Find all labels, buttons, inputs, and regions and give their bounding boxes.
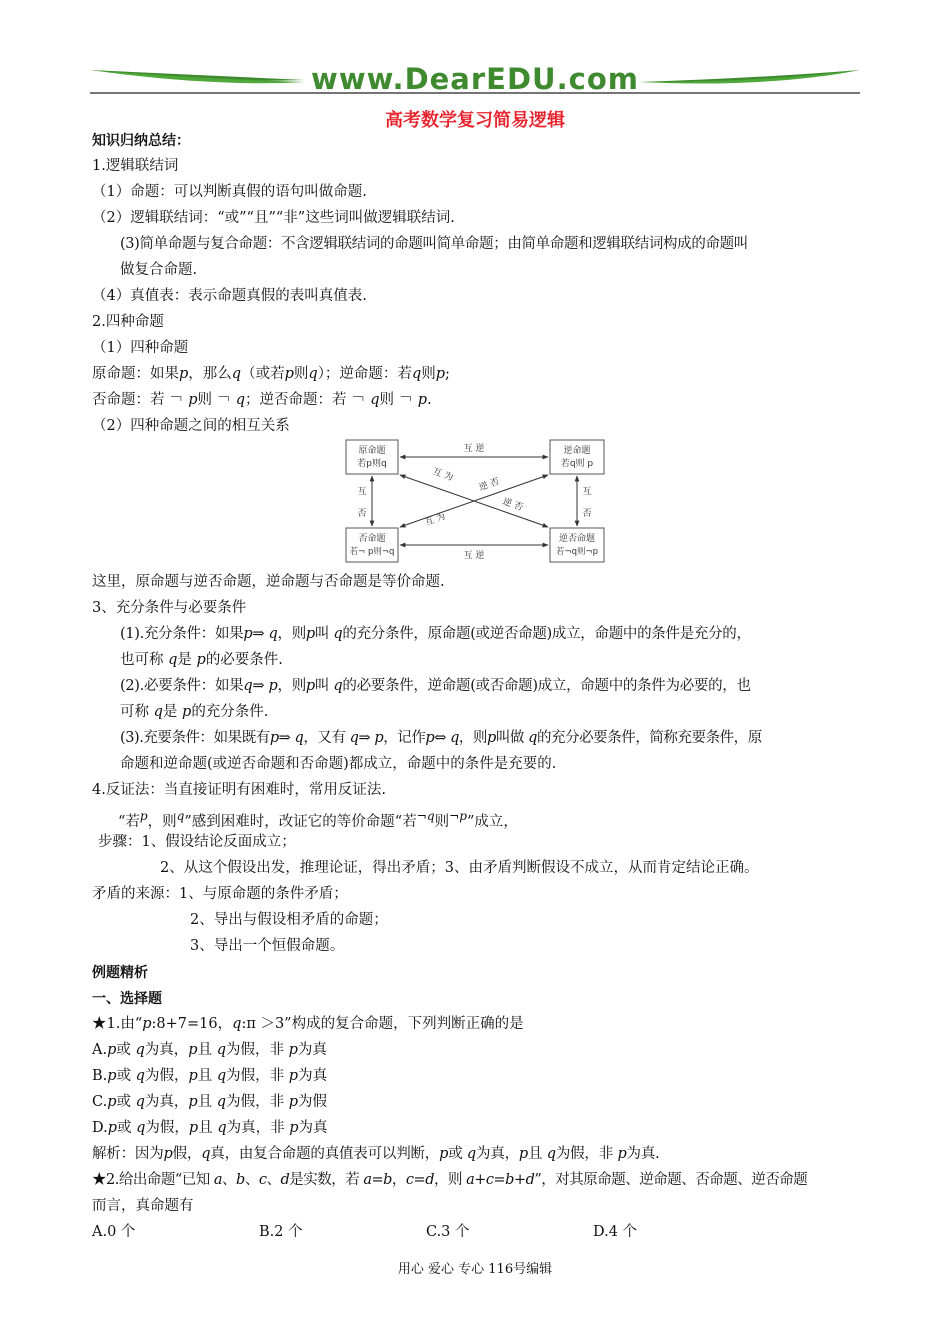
box-converse-l2: 若q则 p [560, 459, 594, 469]
s4-step1: 步骤：1、假设结论反面成立； [98, 834, 296, 850]
s2-item-b: （2）四种命题之间的相互关系 [92, 418, 290, 434]
q2-option-d: D.4 个 [593, 1224, 638, 1240]
question-2: ★2.给出命题“已知 a、b、c、d是实数，若 a=b，c=d，则 a+c=b+d”，对其原命题、逆命题、否命题、逆否命题 [92, 1172, 808, 1188]
examples-heading: 例题精析 [92, 965, 148, 981]
s4-source3: 3、导出一个恒假命题。 [190, 938, 345, 954]
label-left-hu: 互 [357, 487, 367, 497]
question-2-line2: 而言，真命题有 [92, 1198, 194, 1214]
box-contrapositive-l2: 若¬q则¬p [555, 547, 599, 557]
s2-line2: 否命题：若 ￢ p则 ￢ q；逆否命题：若 ￢ q则 ￢ p. [92, 392, 432, 408]
s3-a-line2: 也可称 q是 p的必要条件. [120, 652, 283, 668]
s1-item-c-line2: 做复合命题. [120, 262, 198, 278]
label-diag2-b: 互 为 [423, 511, 447, 529]
summary-heading: 知识归纳总结： [92, 133, 190, 149]
label-right-hu: 互 [582, 487, 592, 497]
label-left-fou: 否 [357, 509, 367, 519]
s2-item-a: （1）四种命题 [92, 340, 189, 356]
s2-line1: 原命题：如果p，那么q（或若p则q）；逆命题：若q则p; [92, 366, 450, 382]
label-diag1-b: 逆 否 [501, 496, 525, 514]
box-converse-l1: 逆命题 [563, 446, 591, 456]
page-footer: 用心 爱心 专心 116号编辑 [397, 1262, 553, 1277]
choice-heading: 一、选择题 [92, 991, 162, 1007]
s4-source2: 2、导出与假设相矛盾的命题； [190, 912, 388, 928]
q1-option-a: A.p或 q为真，p且 q为假，非 p为真 [92, 1042, 327, 1058]
q1-analysis: 解析：因为p假，q真，由复合命题的真值表可以判断，p或 q为真，p且 q为假，非 p为真. [92, 1146, 660, 1162]
label-diag2-a: 逆 否 [477, 476, 501, 494]
s4-line1: “若$^p$，则$^q$”感到困难时，改证它的等价命题“若$^{\neg q}$则$^{\neg p}$”成立， [118, 809, 518, 830]
question-1: ★1.由“p:8+7=16，q:π ＞3”构成的复合命题，下列判断正确的是 [92, 1016, 524, 1032]
s3-b-line2: 可称 q是 p的充分条件. [120, 704, 269, 720]
s1-heading: 1.逻辑联结词 [92, 158, 179, 174]
box-original-l1: 原命题 [358, 446, 386, 456]
s3-c-line1: (3).充要条件：如果既有p⇒ q，又有 q⇒ p，记作p⇔ q，则p叫做 q的充分必要条件，简称充要条件，原 [120, 730, 762, 746]
label-right-fou: 否 [582, 509, 592, 519]
site-logo-text: www.DearEDU.com [311, 62, 639, 96]
s4-step2: 2、从这个假设出发，推理论证，得出矛盾；3、由矛盾判断假设不成立，从而肯定结论正确。 [160, 860, 759, 876]
q1-option-d: D.p或 q为假，p且 q为真，非 p为真 [92, 1120, 328, 1136]
s3-c-line2: 命题和逆命题(或逆否命题和否命题)都成立，命题中的条件是充要的. [120, 756, 557, 772]
s3-b-line1: (2).必要条件：如果q⇒ p，则p叫 q的必要条件，逆命题(或否命题)成立，命题中的条件为必要的，也 [120, 678, 751, 694]
box-inverse-l2: 若¬ p则¬q [349, 547, 395, 557]
page-title: 高考数学复习简易逻辑 [385, 110, 565, 131]
s2-heading: 2.四种命题 [92, 314, 164, 330]
q2-option-b: B.2 个 [259, 1224, 303, 1240]
q1-option-c: C.p或 q为真，p且 q为假，非 p为假 [92, 1094, 327, 1110]
s1-item-d: （4）真值表：表示命题真假的表叫真值表. [92, 288, 367, 304]
s2-conclusion: 这里，原命题与逆否命题，逆命题与否命题是等价命题. [92, 574, 445, 590]
q1-option-b: B.p或 q为假，p且 q为假，非 p为真 [92, 1068, 328, 1084]
four-propositions-diagram [340, 432, 610, 567]
s1-item-b: （2）逻辑联结词：“或”“且”“非”这些词叫做逻辑联结词. [92, 210, 455, 226]
box-original-l2: 若p则q [357, 459, 387, 469]
q2-option-c: C.3 个 [426, 1224, 470, 1240]
s4-source1: 矛盾的来源：1、与原命题的条件矛盾； [92, 886, 348, 902]
label-top: 互 逆 [463, 444, 485, 454]
s1-item-c-line1: (3)简单命题与复合命题：不含逻辑联结词的命题叫简单命题；由简单命题和逻辑联结词构成的命题叫 [120, 236, 748, 252]
s1-item-a: （1）命题：可以判断真假的语句叫做命题. [92, 184, 367, 200]
s4-heading: 4.反证法：当直接证明有困难时，常用反证法. [92, 782, 386, 798]
label-bottom: 互 逆 [463, 551, 485, 561]
box-inverse-l1: 否命题 [358, 534, 386, 544]
q2-option-a: A.0 个 [92, 1224, 136, 1240]
label-diag1-a: 互 为 [431, 466, 455, 484]
s3-heading: 3、充分条件与必要条件 [92, 600, 247, 616]
box-contrapositive-l1: 逆否命题 [558, 534, 596, 544]
s3-a-line1: (1).充分条件：如果p⇒ q，则p叫 q的充分条件，原命题(或逆否命题)成立，命题中的条件是充分的， [120, 626, 751, 642]
